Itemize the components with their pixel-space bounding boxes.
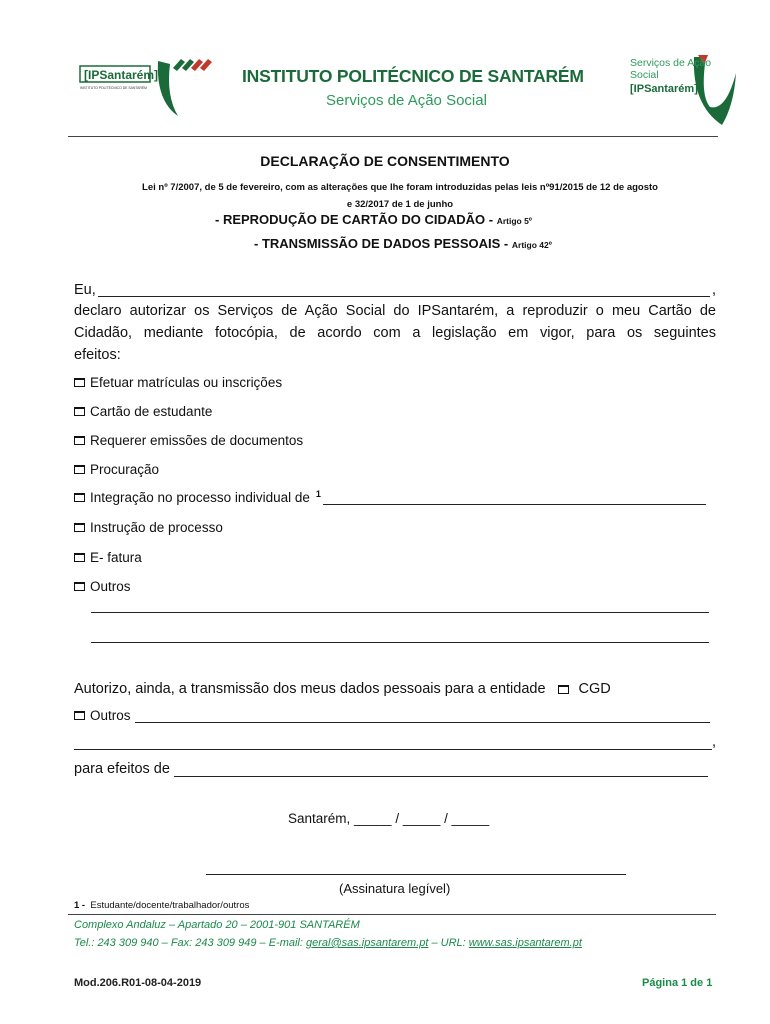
footer-email-link[interactable]: geral@sas.ipsantarem.pt <box>305 937 429 949</box>
institution-title: INSTITUTO POLITÉCNICO DE SANTARÉM <box>242 66 584 86</box>
purpose-label: para efeitos de <box>74 761 170 777</box>
section-transmissao-label: - TRANSMISSÃO DE DADOS PESSOAIS - <box>254 236 509 251</box>
declaration-line-1: declaro autorizar os Serviços de Ação Social do IPSantarém, a reproduzir o meu Cartão de <box>74 303 716 319</box>
declaration-line-2: Cidadão, mediante fotocópia, de acordo com a legislação em vigor, para os seguintes <box>74 325 716 341</box>
document-title: DECLARAÇÃO DE CONSENTIMENTO <box>260 153 510 169</box>
eu-label: Eu, <box>74 282 96 298</box>
checkbox[interactable] <box>74 378 85 387</box>
option-label: E- fatura <box>90 550 142 565</box>
entity-cgd: CGD <box>578 681 611 697</box>
checkbox[interactable] <box>74 582 85 591</box>
model-code: Mod.206.R01-08-04-2019 <box>74 977 202 989</box>
place-date[interactable]: Santarém, _____ / _____ / _____ <box>288 811 490 826</box>
footer-divider <box>68 914 716 915</box>
section-reproducao-article: Artigo 5º <box>496 216 532 226</box>
name-row <box>74 279 716 301</box>
eu-end: , <box>711 282 716 298</box>
transmission-outros[interactable] <box>74 708 710 723</box>
footnote-number: 1 - <box>74 900 86 911</box>
integracao-field[interactable] <box>323 490 706 505</box>
transmission-text: Autorizo, ainda, a transmissão dos meus dados pessoais para a entidade <box>74 681 546 697</box>
option-outros[interactable] <box>74 579 131 594</box>
option-emissoes[interactable] <box>74 433 303 448</box>
section-transmissao-article: Artigo 42º <box>511 240 552 250</box>
signature-line[interactable] <box>206 874 626 875</box>
section-reproducao-label: - REPRODUÇÃO DE CARTÃO DO CIDADÃO - <box>215 212 494 227</box>
option-instrucao[interactable] <box>74 520 223 535</box>
transmission-outros-label: Outros <box>90 708 131 723</box>
option-label: Integração no processo individual de <box>90 490 310 505</box>
footer-contacts <box>74 937 582 949</box>
option-efatura[interactable] <box>74 550 142 565</box>
law-reference <box>70 179 730 213</box>
outros-line-1[interactable] <box>91 612 709 613</box>
footnote-text: Estudante/docente/trabalhador/outros <box>90 900 250 911</box>
checkbox[interactable] <box>74 493 85 502</box>
section-reproducao <box>215 212 532 227</box>
transmission-extra-field[interactable] <box>74 734 712 750</box>
transmission-line-row <box>74 734 716 750</box>
checkbox[interactable] <box>74 436 85 445</box>
footer-url-prefix: – URL: <box>428 937 469 949</box>
checkbox-cgd[interactable] <box>558 685 569 694</box>
transmission-line-end: , <box>711 734 716 750</box>
name-field[interactable] <box>98 281 710 297</box>
page-number: Página 1 de 1 <box>642 977 713 989</box>
sas-logo-line1: Serviços de Ação <box>630 57 712 69</box>
signature-label: (Assinatura legível) <box>339 881 451 896</box>
svg-text:INSTITUTO POLITÉCNICO DE SANTA: INSTITUTO POLITÉCNICO DE SANTARÉM <box>80 86 147 90</box>
checkbox[interactable] <box>74 407 85 416</box>
option-procuracao[interactable] <box>74 462 159 477</box>
outros-line-2[interactable] <box>91 642 709 643</box>
sas-logo-line2: Social <box>630 69 659 81</box>
footnote-marker: 1 <box>315 488 321 499</box>
law-line-2: e 32/2017 de 1 de junho <box>346 199 454 210</box>
footer-url-link[interactable]: www.sas.ipsantarem.pt <box>468 937 582 949</box>
option-label: Cartão de estudante <box>90 404 213 419</box>
transmission-outros-field[interactable] <box>135 708 710 723</box>
declaration-line-3: efeitos: <box>74 347 121 363</box>
option-label: Procuração <box>90 462 160 477</box>
checkbox[interactable] <box>74 711 85 720</box>
option-cartao-estudante[interactable] <box>74 404 212 419</box>
checkbox[interactable] <box>74 553 85 562</box>
purpose-field[interactable] <box>174 761 708 777</box>
ipsantarem-logo <box>78 56 218 126</box>
sas-logo: Serviços de Ação Social [IPSantarém] <box>626 55 738 129</box>
option-label: Instrução de processo <box>90 520 223 535</box>
section-transmissao <box>254 236 552 251</box>
option-label: Efetuar matrículas ou inscrições <box>90 375 283 390</box>
institution-subtitle: Serviços de Ação Social <box>326 92 487 109</box>
purpose-row <box>74 761 708 777</box>
footer-address: Complexo Andaluz – Apartado 20 – 2001-901 SANTARÉM <box>74 919 360 931</box>
svg-text:[IPSantarém]: [IPSantarém] <box>84 68 159 82</box>
sas-logo-brand: IPSantarém <box>633 83 695 95</box>
checkbox[interactable] <box>74 523 85 532</box>
transmission-row <box>74 681 611 697</box>
option-label: Outros <box>90 579 131 594</box>
checkbox[interactable] <box>74 465 85 474</box>
option-label: Requerer emissões de documentos <box>90 433 304 448</box>
footer-contact-prefix: Tel.: 243 309 940 – Fax: 243 309 949 – E-mail: <box>74 937 306 949</box>
option-integracao[interactable] <box>74 490 706 505</box>
option-matriculas[interactable] <box>74 375 282 390</box>
header-divider <box>68 136 718 137</box>
declaration-text <box>74 300 716 366</box>
law-line-1: Lei nº 7/2007, de 5 de fevereiro, com as alterações que lhe foram introduzidas pelas leis nº91/2015 de 12 de agosto <box>142 182 658 193</box>
footnote <box>74 900 249 911</box>
